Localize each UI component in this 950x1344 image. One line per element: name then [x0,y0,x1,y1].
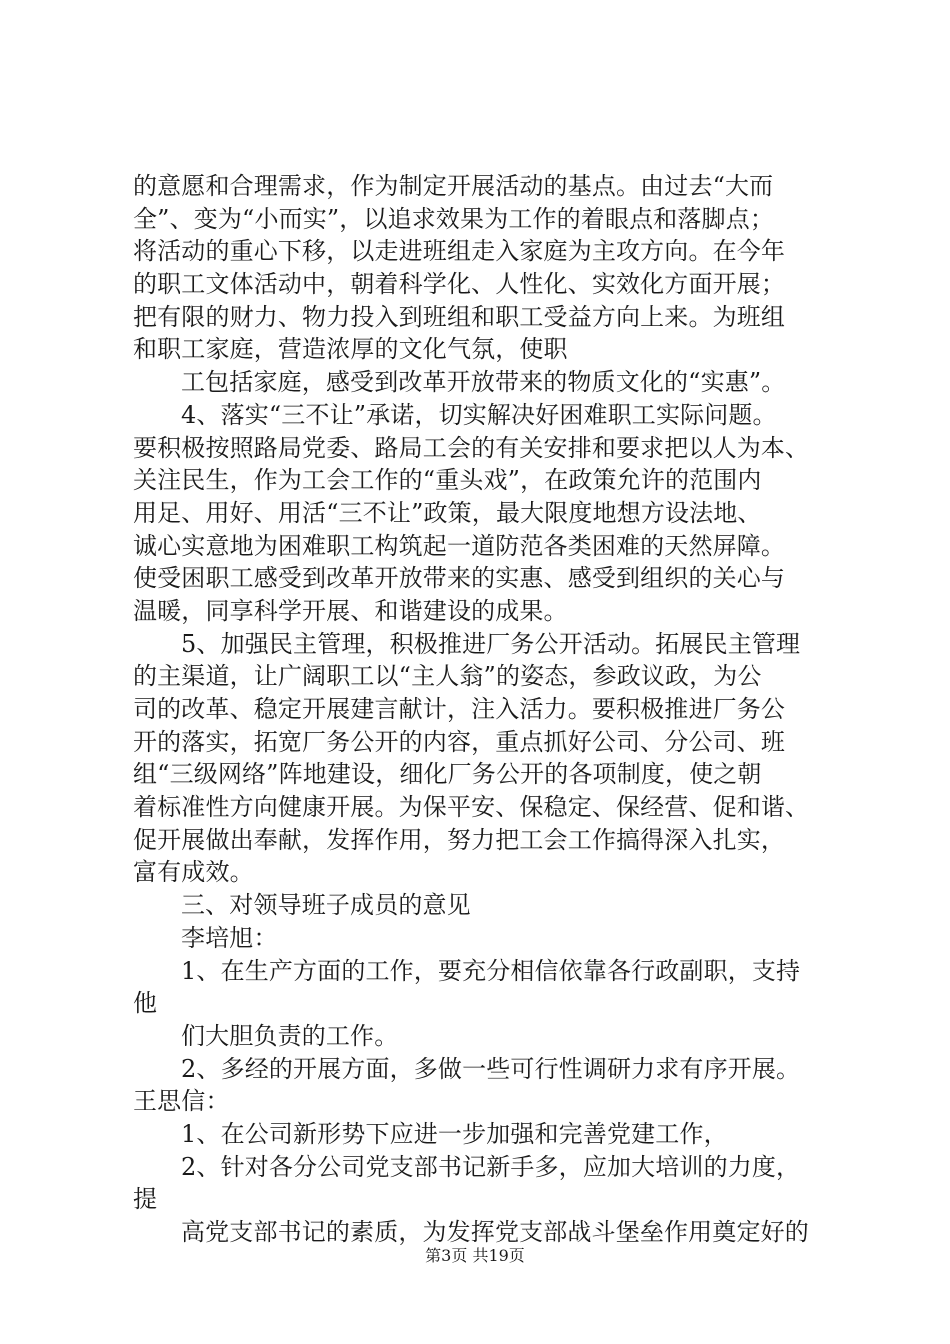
text-line: 提 [133,1185,158,1214]
text-line: 使受困职工感受到改革开放带来的实惠、感受到组织的关心与 [133,564,786,593]
text-line: 把有限的财力、物力投入到班组和职工受益方向上来。为班组 [133,302,786,331]
text-line: 2、多经的开展方面，多做一些可行性调研力求有序开展。 [181,1054,801,1083]
text-line: 富有成效。 [133,858,254,887]
text-line: 用足、用好、用活“三不让”政策，最大限度地想方设法地、 [133,498,762,527]
page-footer: 第3页 共19页 [425,1246,525,1265]
text-line: 关注民生，作为工会工作的“重头戏”，在政策允许的范围内 [133,466,762,495]
text-line: 王思信： [133,1087,230,1116]
text-line: 全”、变为“小而实”，以追求效果为工作的着眼点和落脚点； [133,204,775,233]
text-line: 诚心实意地为困难职工构筑起一道防范各类困难的天然屏障。 [133,531,786,560]
text-line: 2、针对各分公司党支部书记新手多，应加大培训的力度， [181,1152,801,1181]
text-line: 的主渠道，让广阔职工以“主人翁”的姿态，参政议政，为公 [133,662,762,691]
text-line: 组“三级网络”阵地建设，细化厂务公开的各项制度，使之朝 [133,760,762,789]
text-line: 高党支部书记的素质，为发挥党支部战斗堡垒作用奠定好的 [181,1218,809,1246]
text-line: 将活动的重心下移，以走进班组走入家庭为主攻方向。在今年 [133,237,786,266]
text-line: 的意愿和合理需求，作为制定开展活动的基点。由过去“大而 [133,172,774,200]
text-line: 1、在生产方面的工作，要充分相信依靠各行政副职，支持 [181,956,801,985]
text-line: 工包括家庭，感受到改革开放带来的物质文化的“实惠”。 [181,368,786,397]
text-line: 着标准性方向健康开展。为保平安、保稳定、保经营、促和谐、 [133,793,810,822]
document-body [133,170,833,1249]
text-line: 李培旭： [181,923,278,952]
text-line: 4、落实“三不让”承诺，切实解决好困难职工实际问题。 [181,400,777,429]
text-line: 他 [133,989,158,1018]
text-line: 要积极按照路局党委、路局工会的有关安排和要求把以人为本、 [133,433,810,462]
text-line: 的职工文体活动中，朝着科学化、人性化、实效化方面开展； [133,270,786,299]
text-line: 开的落实，拓宽厂务公开的内容，重点抓好公司、分公司、班 [133,727,786,756]
text-line: 们大胆负责的工作。 [181,1021,399,1050]
text-line: 司的改革、稳定开展建言献计，注入活力。要积极推进厂务公 [133,695,786,723]
text-line: 和职工家庭，营造浓厚的文化气氛，使职 [133,335,568,364]
text-line: 促开展做出奉献，发挥作用，努力把工会工作搞得深入扎实， [133,825,786,854]
text-line: 温暖，同享科学开展、和谐建设的成果。 [133,596,568,625]
text-line: 5、加强民主管理，积极推进厂务公开活动。拓展民主管理 [181,629,801,658]
text-line: 三、对领导班子成员的意见 [181,891,471,920]
text-line: 1、在公司新形势下应进一步加强和完善党建工作， [181,1119,728,1148]
